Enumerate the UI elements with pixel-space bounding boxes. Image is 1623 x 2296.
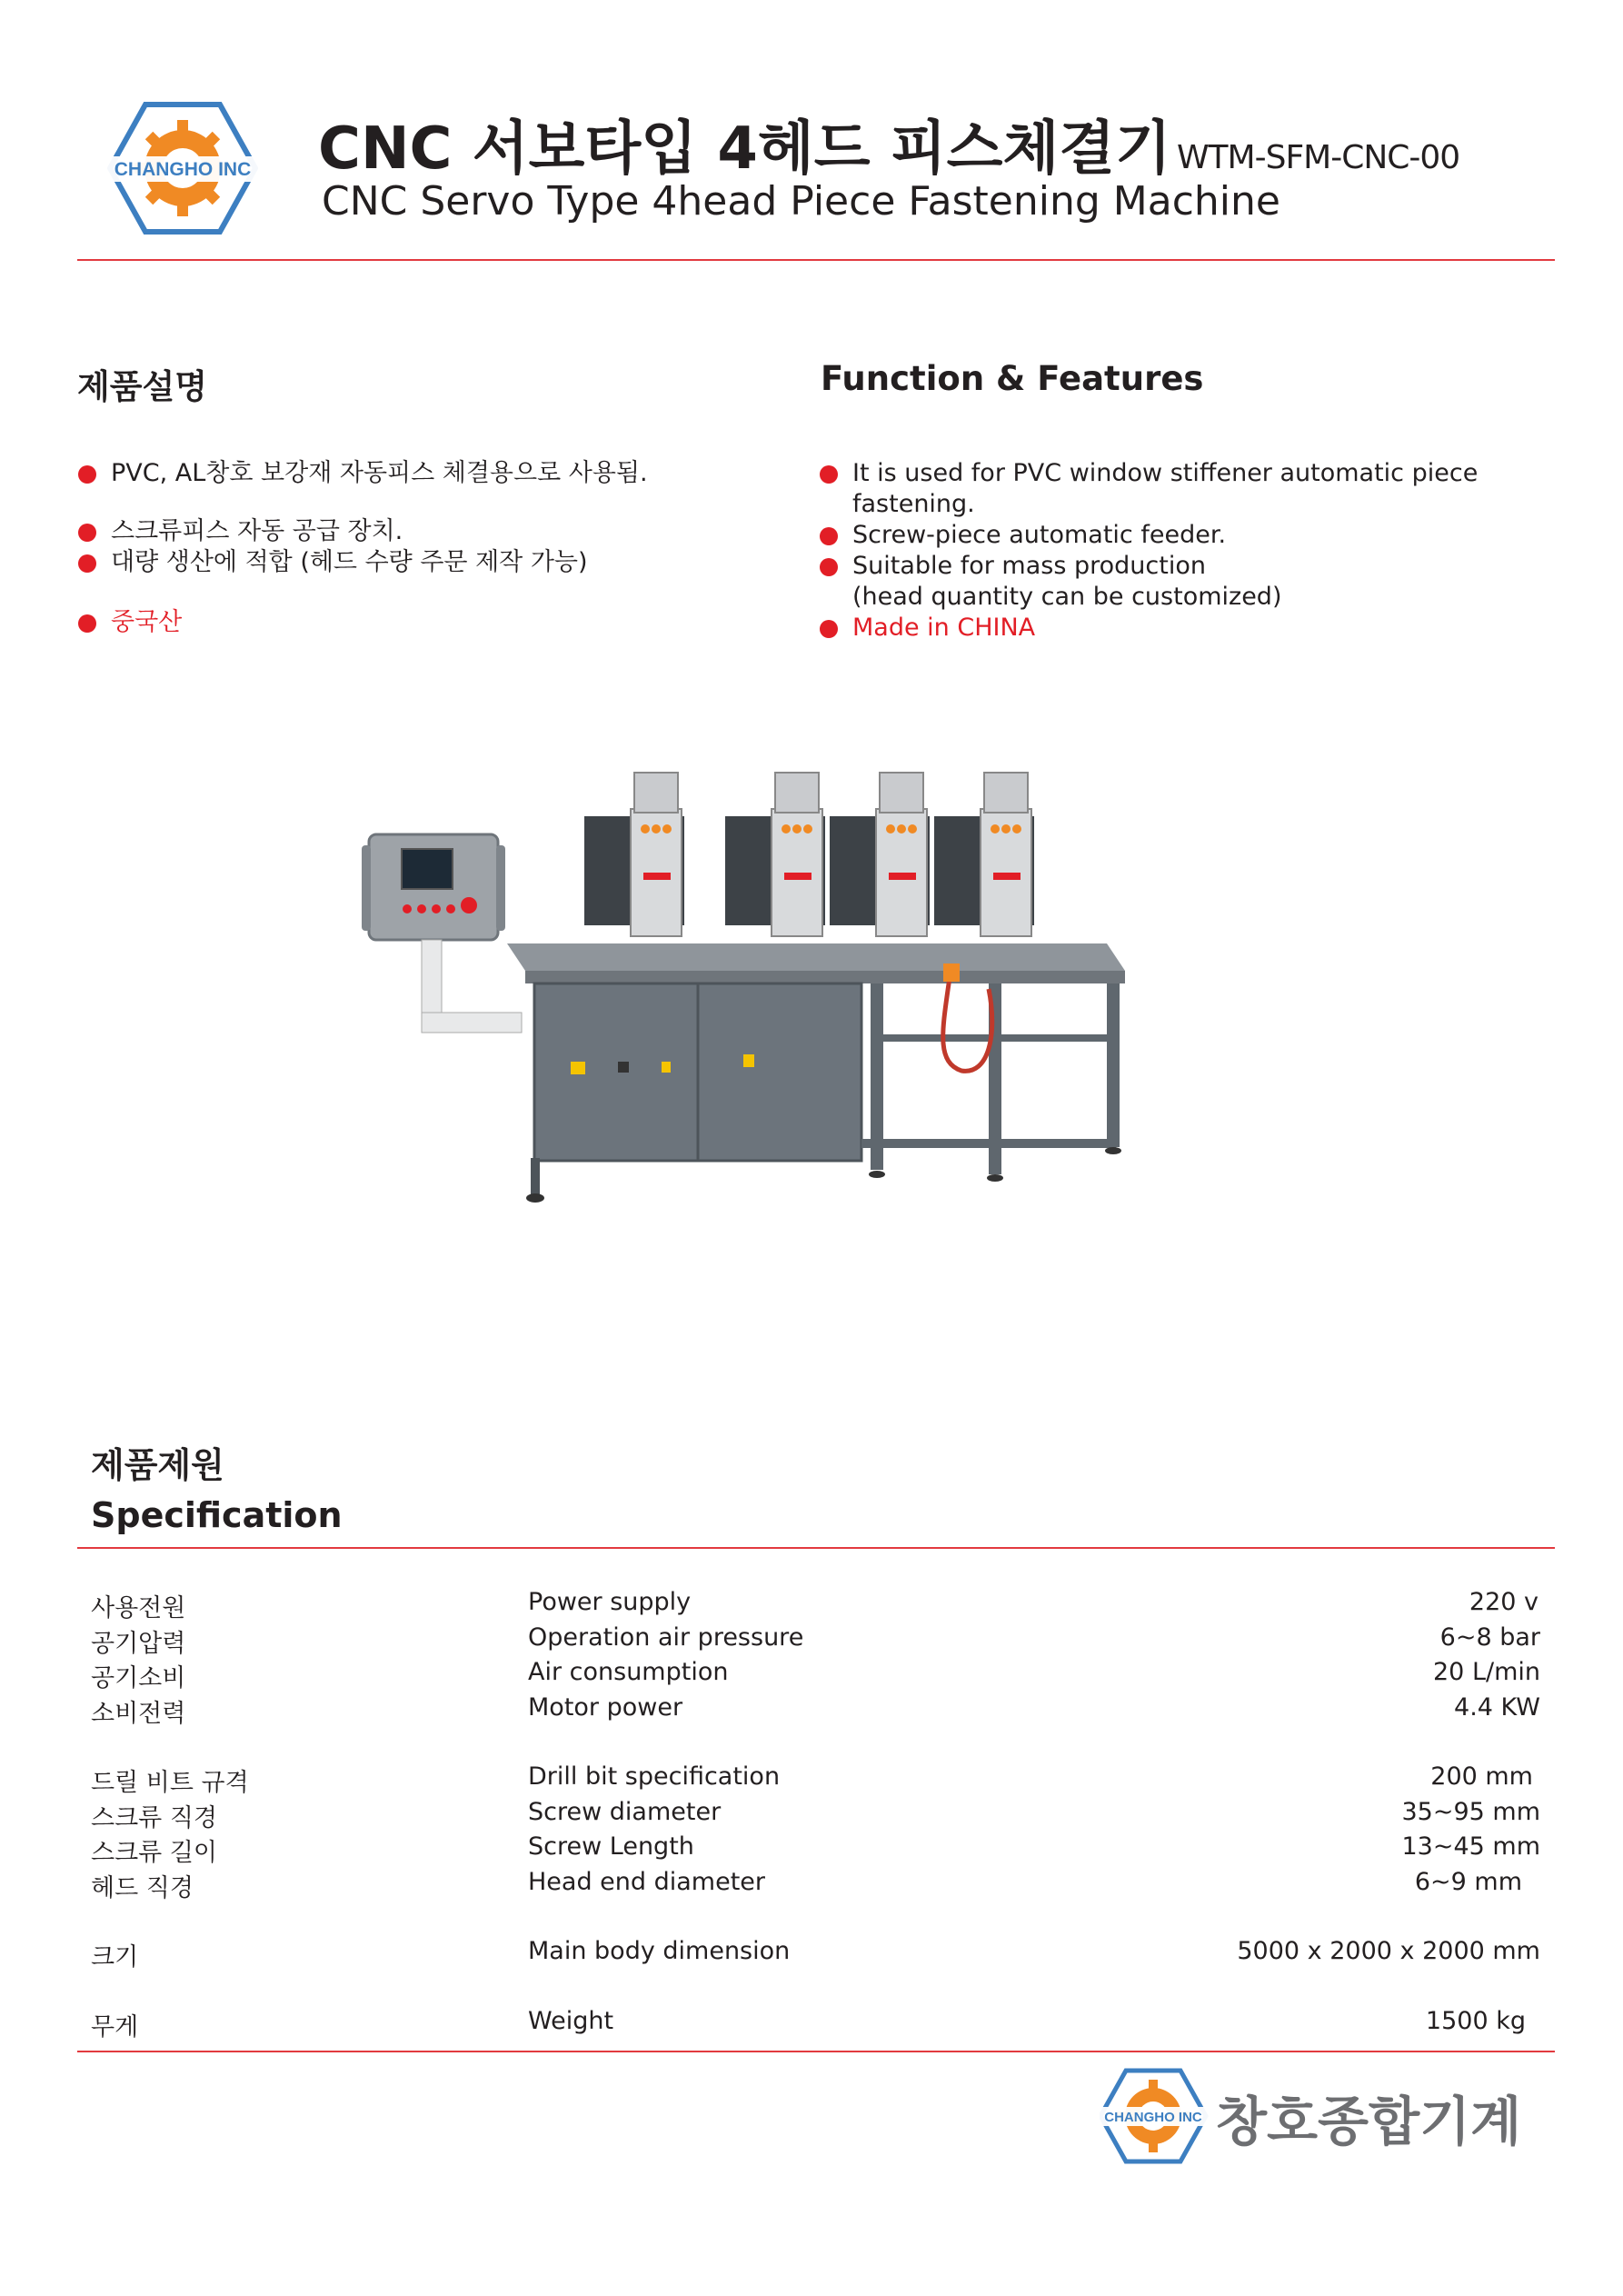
fastening-head [584,773,684,936]
list-item: 대량 생산에 적합 (헤드 수량 주문 제작 가능) [78,547,648,578]
fastening-head [725,773,825,936]
spec-divider-bottom [77,2051,1555,2052]
spec-label-kr: 헤드 직경 [91,1873,194,1902]
list-item: Screw-piece automatic feeder. [820,520,1478,551]
model-number: WTM-SFM-CNC-00 [1176,139,1460,176]
footer-logo-text: CHANGHO INC [1104,2110,1202,2125]
spec-value: 13~45 mm [1401,1832,1540,1861]
header-divider [77,259,1555,261]
spec-heading-kr: 제품제원 [91,1445,224,1485]
spec-value: 200 mm [1430,1762,1533,1791]
description-list-kr [78,458,648,638]
spec-label-en: Screw Length [528,1832,694,1861]
footer-logo [1100,2063,1536,2172]
spec-value: 5000 x 2000 x 2000 mm [1237,1937,1540,1965]
company-name: 창호종합기계 [1216,2091,1522,2152]
logo-text: CHANGHO INC [114,159,252,180]
list-item: Suitable for mass production [820,551,1478,582]
spec-label-en: Power supply [528,1588,692,1616]
table-row [91,1868,1540,1903]
table-row [91,1623,1540,1659]
description-heading-kr: 제품설명 [77,367,207,406]
spec-label-en: Weight [528,2006,614,2035]
spec-label-en: Operation air pressure [528,1622,804,1652]
spec-label-kr: 사용전원 [91,1594,186,1622]
list-item: (head quantity can be customized) [852,583,1282,611]
table-row [91,1588,1540,1623]
control-panel [362,834,522,1033]
list-item: PVC, AL창호 보강재 자동피스 체결용으로 사용됨. [78,458,648,489]
table-row [91,1762,1540,1798]
table-row [91,1832,1540,1868]
table-row [91,1693,1540,1729]
spec-label-en: Main body dimension [528,1937,791,1965]
spec-table [91,1588,1540,2041]
fastening-head [934,773,1034,936]
spec-label-en: Drill bit specification [528,1762,781,1791]
spec-value: 220 v [1469,1588,1538,1616]
spec-value: 20 L/min [1433,1658,1540,1686]
spec-label-kr: 소비전력 [91,1699,186,1728]
spec-label-kr: 크기 [91,1943,139,1972]
table-row [91,1937,1540,1972]
spec-label-kr: 무게 [91,2012,139,2041]
spec-label-kr: 공기압력 [91,1629,186,1658]
spec-label-en: Head end diameter [528,1867,766,1896]
spec-heading-en: Specification [91,1495,343,1535]
spec-value: 35~95 mm [1401,1797,1540,1826]
spec-label-kr: 드릴 비트 규격 [91,1769,249,1797]
page-title [318,102,1459,185]
title-korean: CNC 서보타입 4헤드 피스체결기 [318,115,1171,183]
table-row [91,1798,1540,1833]
page-subtitle: CNC Servo Type 4head Piece Fastening Machine [322,178,1280,225]
spec-value: 6~9 mm [1414,1867,1522,1896]
spec-label-kr: 공기소비 [91,1664,186,1692]
list-item: 중국산 [78,607,648,638]
description-heading-en: Function & Features [821,359,1204,398]
list-item: Made in CHINA [820,613,1478,644]
table-row [91,2007,1540,2042]
spec-divider-top [77,1547,1555,1549]
machine-photo [362,762,1270,1225]
spec-heading [91,1441,343,1541]
list-item: 스크류피스 자동 공급 장치. [78,516,648,547]
list-item: fastening. [852,490,975,518]
company-logo [107,102,258,235]
list-item: It is used for PVC window stiffener automatic piece [820,458,1478,489]
spec-value: 4.4 KW [1454,1692,1540,1722]
spec-value: 6~8 bar [1439,1622,1540,1652]
table-row [91,1658,1540,1693]
description-list-en [820,458,1478,644]
spec-label-en: Air consumption [528,1658,729,1686]
fastening-head [830,773,930,936]
spec-label-kr: 스크류 직경 [91,1803,217,1832]
spec-label-en: Screw diameter [528,1797,722,1826]
spec-label-en: Motor power [528,1692,683,1722]
spec-value: 1500 kg [1425,2006,1526,2035]
spec-label-kr: 스크류 길이 [91,1839,217,1867]
